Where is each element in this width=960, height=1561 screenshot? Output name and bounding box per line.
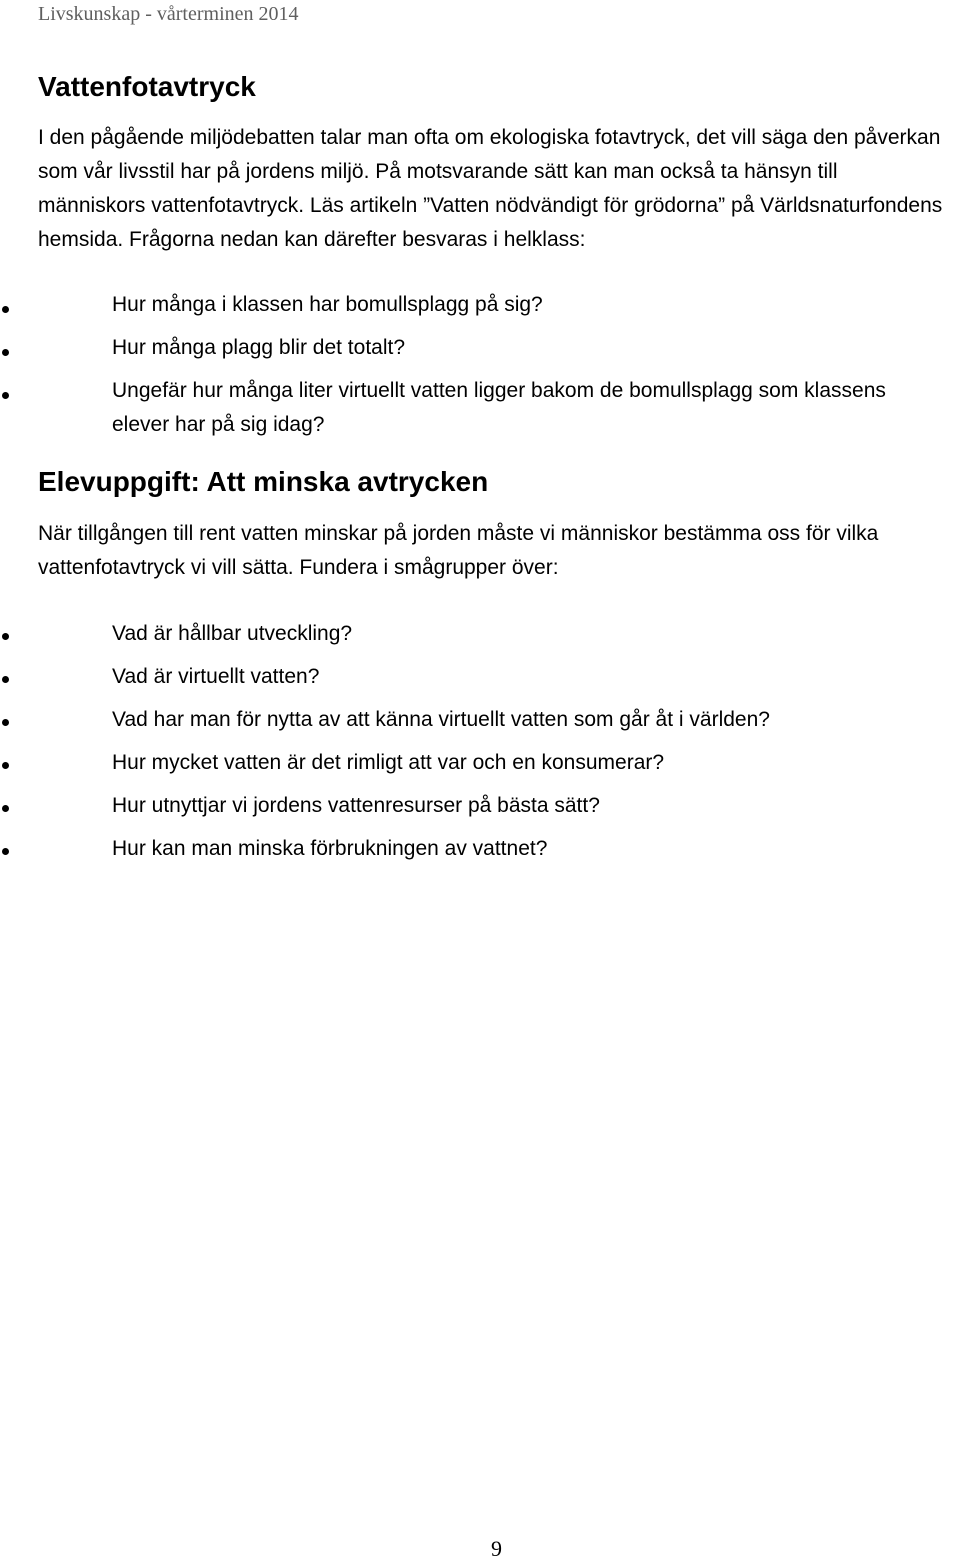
task-paragraph: När tillgången till rent vatten minskar på jorden måste vi människor bestämma oss för vilka vattenfotavtryck vi vill sätta. Fundera i smågrupper över:	[38, 522, 879, 579]
bullet-icon	[2, 392, 9, 399]
list-item	[0, 660, 960, 703]
class-questions-list	[0, 288, 960, 451]
group-questions-list	[0, 617, 960, 875]
list-item	[0, 789, 960, 832]
list-item-text: Hur kan man minska förbrukningen av vattnet?	[112, 837, 548, 860]
section-title-elevuppgift: Elevuppgift: Att minska avtrycken	[38, 466, 489, 497]
page-number: 9	[491, 1536, 502, 1561]
list-item	[0, 703, 960, 746]
list-item-text: Hur många plagg blir det totalt?	[112, 336, 406, 359]
list-item-text: Ungefär hur många liter virtuellt vatten ligger bakom de bomullsplagg som klassens elever har på sig idag?	[112, 379, 886, 436]
bullet-icon	[2, 805, 9, 812]
list-item-text: Hur många i klassen har bomullsplagg på sig?	[112, 293, 543, 316]
intro-paragraph: I den pågående miljödebatten talar man ofta om ekologiska fotavtryck, det vill säga den påverkan som vår livsstil har på jordens miljö. På motsvarande sätt kan man också ta hänsyn till människors vattenfotavtryck. Läs artikeln ”Vatten nödvändigt för grödorna” på Världsnaturfondens hemsida. Frågorna nedan kan därefter besvaras i helklass:	[38, 126, 943, 251]
list-item	[0, 374, 912, 442]
list-item-text: Vad är hållbar utveckling?	[112, 622, 353, 645]
list-item	[0, 617, 960, 660]
bullet-icon	[2, 633, 9, 640]
section-title-vattenfotavtryck: Vattenfotavtryck	[38, 71, 256, 102]
list-item	[0, 832, 960, 875]
list-item-text: Hur mycket vatten är det rimligt att var och en konsumerar?	[112, 751, 665, 774]
list-item-text: Vad är virtuellt vatten?	[112, 665, 320, 688]
bullet-icon	[2, 848, 9, 855]
bullet-icon	[2, 349, 9, 356]
list-item	[0, 331, 912, 365]
bullet-icon	[2, 762, 9, 769]
bullet-icon	[2, 719, 9, 726]
list-item-text: Vad har man för nytta av att känna virtuellt vatten som går åt i världen?	[112, 708, 770, 731]
running-header: Livskunskap - vårterminen 2014	[38, 3, 299, 25]
list-item	[0, 746, 960, 789]
list-item	[0, 288, 912, 322]
bullet-icon	[2, 676, 9, 683]
bullet-icon	[2, 306, 9, 313]
list-item-text: Hur utnyttjar vi jordens vattenresurser på bästa sätt?	[112, 794, 600, 817]
